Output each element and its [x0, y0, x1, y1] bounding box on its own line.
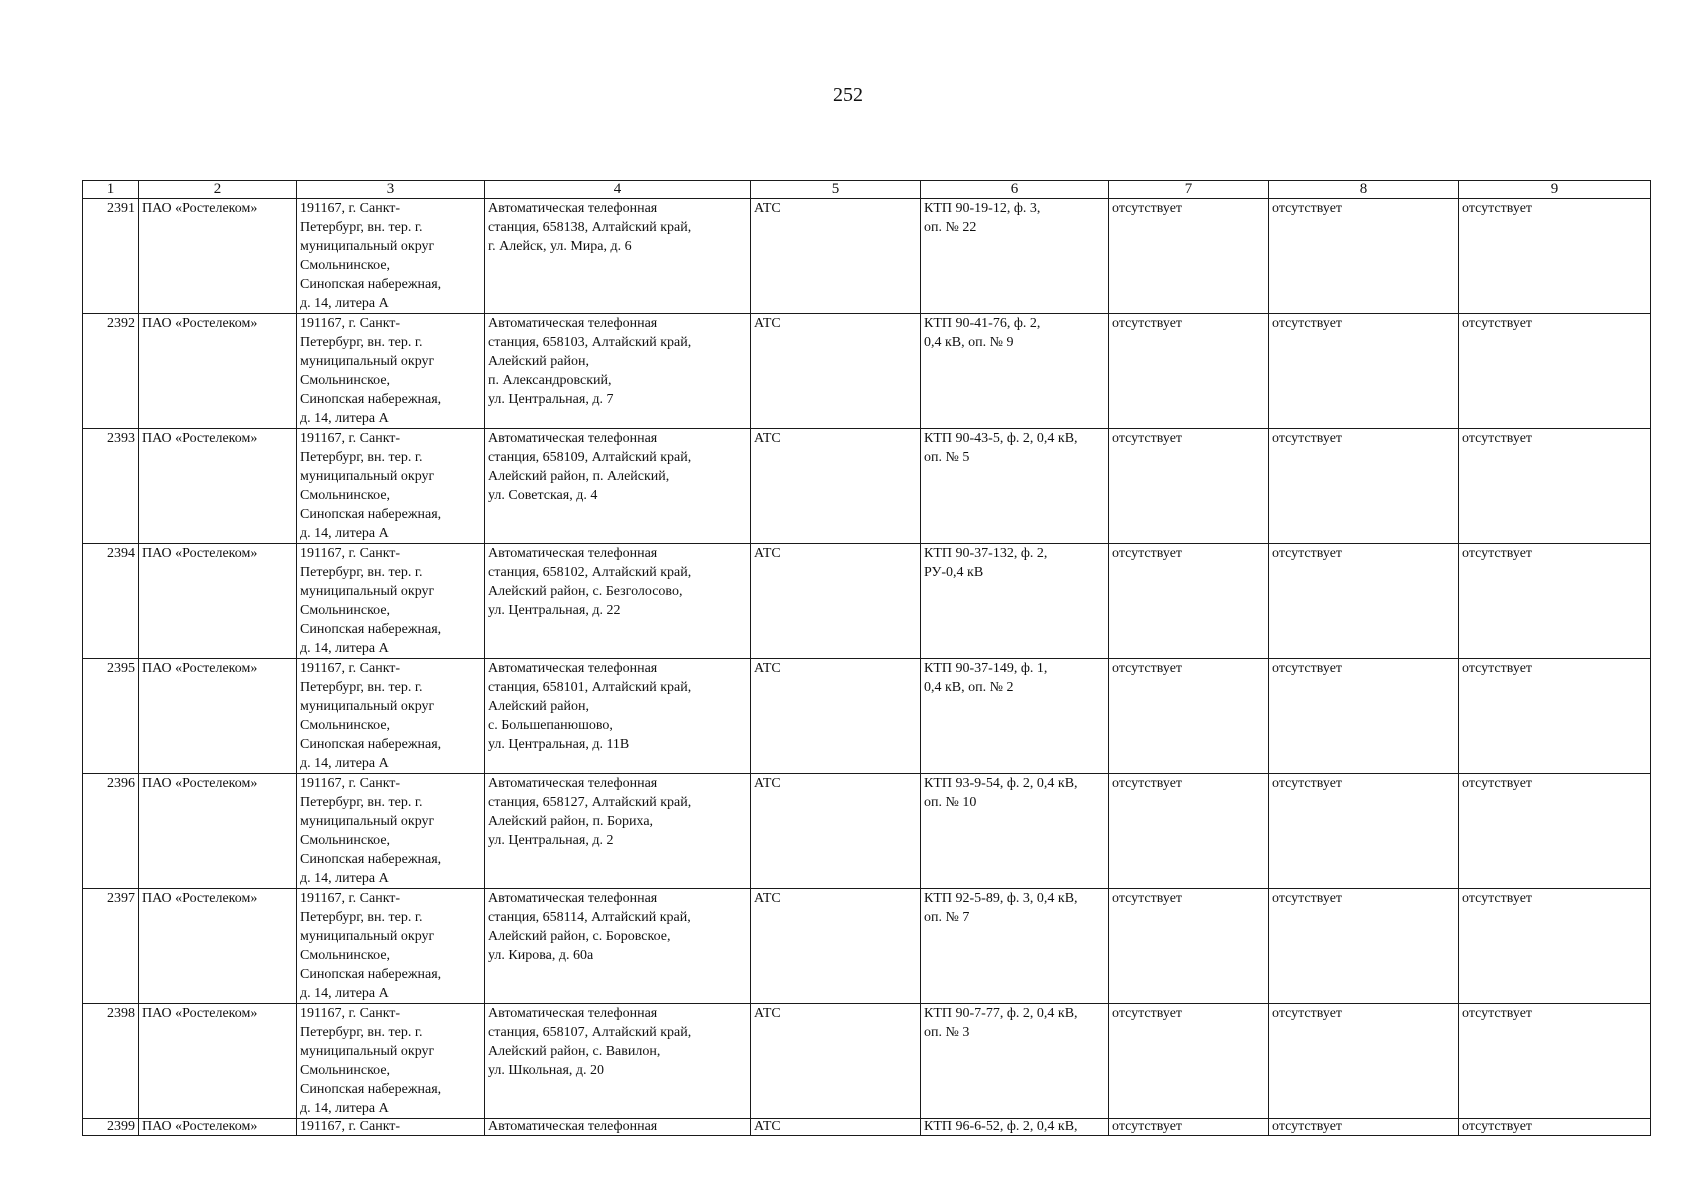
table-row: [83, 199, 1651, 314]
address-cell: 191167, г. Санкт-: [297, 1119, 485, 1136]
source-cell: КТП 96-6-52, ф. 2, 0,4 кВ,: [921, 1119, 1109, 1136]
object-cell: Автоматическая телефонная станция, 658107, Алтайский край, Алейский район, с. Вавилон, ул. Школьная, д. 20: [485, 1004, 751, 1119]
type-cell: АТС: [751, 544, 921, 659]
row-number-cell: 2391: [83, 199, 139, 314]
owner-cell: ПАО «Ростелеком»: [139, 1119, 297, 1136]
address-cell: 191167, г. Санкт- Петербург, вн. тер. г. муниципальный округ Смольнинское, Синопская набережная, д. 14, литера А: [297, 774, 485, 889]
col8-cell: отсутствует: [1269, 1119, 1459, 1136]
object-cell: Автоматическая телефонная станция, 658109, Алтайский край, Алейский район, п. Алейский, ул. Советская, д. 4: [485, 429, 751, 544]
owner-cell: ПАО «Ростелеком»: [139, 889, 297, 1004]
address-cell: 191167, г. Санкт- Петербург, вн. тер. г. муниципальный округ Смольнинское, Синопская набережная, д. 14, литера А: [297, 199, 485, 314]
source-cell: КТП 90-37-149, ф. 1, 0,4 кВ, оп. № 2: [921, 659, 1109, 774]
table-row: [83, 1004, 1651, 1119]
col8-cell: отсутствует: [1269, 774, 1459, 889]
col7-cell: отсутствует: [1109, 659, 1269, 774]
type-cell: АТС: [751, 774, 921, 889]
owner-cell: ПАО «Ростелеком»: [139, 1004, 297, 1119]
row-number-cell: 2394: [83, 544, 139, 659]
address-cell: 191167, г. Санкт- Петербург, вн. тер. г. муниципальный округ Смольнинское, Синопская набережная, д. 14, литера А: [297, 544, 485, 659]
owner-cell: ПАО «Ростелеком»: [139, 429, 297, 544]
column-header: 3: [297, 181, 485, 199]
row-number-cell: 2399: [83, 1119, 139, 1136]
type-cell: АТС: [751, 199, 921, 314]
owner-cell: ПАО «Ростелеком»: [139, 199, 297, 314]
row-number-cell: 2396: [83, 774, 139, 889]
col7-cell: отсутствует: [1109, 889, 1269, 1004]
table-row: [83, 889, 1651, 1004]
source-cell: КТП 90-37-132, ф. 2, РУ-0,4 кВ: [921, 544, 1109, 659]
source-cell: КТП 93-9-54, ф. 2, 0,4 кВ, оп. № 10: [921, 774, 1109, 889]
col7-cell: отсутствует: [1109, 314, 1269, 429]
col8-cell: отсутствует: [1269, 314, 1459, 429]
row-number-cell: 2395: [83, 659, 139, 774]
source-cell: КТП 92-5-89, ф. 3, 0,4 кВ, оп. № 7: [921, 889, 1109, 1004]
type-cell: АТС: [751, 1119, 921, 1136]
column-header: 8: [1269, 181, 1459, 199]
col8-cell: отсутствует: [1269, 199, 1459, 314]
object-cell: Автоматическая телефонная станция, 658103, Алтайский край, Алейский район, п. Александровский, ул. Центральная, д. 7: [485, 314, 751, 429]
col7-cell: отсутствует: [1109, 774, 1269, 889]
owner-cell: ПАО «Ростелеком»: [139, 544, 297, 659]
col9-cell: отсутствует: [1459, 1004, 1651, 1119]
source-cell: КТП 90-7-77, ф. 2, 0,4 кВ, оп. № 3: [921, 1004, 1109, 1119]
col9-cell: отсутствует: [1459, 1119, 1651, 1136]
type-cell: АТС: [751, 1004, 921, 1119]
object-cell: Автоматическая телефонная станция, 658102, Алтайский край, Алейский район, с. Безголосово, ул. Центральная, д. 22: [485, 544, 751, 659]
column-header: 1: [83, 181, 139, 199]
address-cell: 191167, г. Санкт- Петербург, вн. тер. г. муниципальный округ Смольнинское, Синопская набережная, д. 14, литера А: [297, 659, 485, 774]
type-cell: АТС: [751, 659, 921, 774]
table-row: [83, 314, 1651, 429]
row-number-cell: 2397: [83, 889, 139, 1004]
col9-cell: отсутствует: [1459, 659, 1651, 774]
row-number-cell: 2398: [83, 1004, 139, 1119]
col9-cell: отсутствует: [1459, 774, 1651, 889]
column-header: 9: [1459, 181, 1651, 199]
address-cell: 191167, г. Санкт- Петербург, вн. тер. г. муниципальный округ Смольнинское, Синопская набережная, д. 14, литера А: [297, 429, 485, 544]
col9-cell: отсутствует: [1459, 429, 1651, 544]
col7-cell: отсутствует: [1109, 429, 1269, 544]
col8-cell: отсутствует: [1269, 429, 1459, 544]
address-cell: 191167, г. Санкт- Петербург, вн. тер. г. муниципальный округ Смольнинское, Синопская набережная, д. 14, литера А: [297, 1004, 485, 1119]
object-cell: Автоматическая телефонная: [485, 1119, 751, 1136]
source-cell: КТП 90-43-5, ф. 2, 0,4 кВ, оп. № 5: [921, 429, 1109, 544]
table-row: [83, 429, 1651, 544]
table-row: [83, 1119, 1651, 1136]
col7-cell: отсутствует: [1109, 199, 1269, 314]
page-number: 252: [833, 84, 863, 106]
column-header: 5: [751, 181, 921, 199]
source-cell: КТП 90-19-12, ф. 3, оп. № 22: [921, 199, 1109, 314]
col8-cell: отсутствует: [1269, 889, 1459, 1004]
owner-cell: ПАО «Ростелеком»: [139, 314, 297, 429]
col9-cell: отсутствует: [1459, 199, 1651, 314]
object-cell: Автоматическая телефонная станция, 658127, Алтайский край, Алейский район, п. Бориха, ул. Центральная, д. 2: [485, 774, 751, 889]
registry-table: [82, 180, 1651, 1136]
row-number-cell: 2393: [83, 429, 139, 544]
col9-cell: отсутствует: [1459, 314, 1651, 429]
column-header: 4: [485, 181, 751, 199]
table-row: [83, 774, 1651, 889]
source-cell: КТП 90-41-76, ф. 2, 0,4 кВ, оп. № 9: [921, 314, 1109, 429]
col7-cell: отсутствует: [1109, 1119, 1269, 1136]
col8-cell: отсутствует: [1269, 1004, 1459, 1119]
table-row: [83, 659, 1651, 774]
table-row: [83, 544, 1651, 659]
type-cell: АТС: [751, 429, 921, 544]
column-header: 2: [139, 181, 297, 199]
col8-cell: отсутствует: [1269, 544, 1459, 659]
type-cell: АТС: [751, 889, 921, 1004]
owner-cell: ПАО «Ростелеком»: [139, 774, 297, 889]
col7-cell: отсутствует: [1109, 1004, 1269, 1119]
column-header: 6: [921, 181, 1109, 199]
address-cell: 191167, г. Санкт- Петербург, вн. тер. г. муниципальный округ Смольнинское, Синопская набережная, д. 14, литера А: [297, 314, 485, 429]
object-cell: Автоматическая телефонная станция, 658138, Алтайский край, г. Алейск, ул. Мира, д. 6: [485, 199, 751, 314]
address-cell: 191167, г. Санкт- Петербург, вн. тер. г. муниципальный округ Смольнинское, Синопская набережная, д. 14, литера А: [297, 889, 485, 1004]
type-cell: АТС: [751, 314, 921, 429]
object-cell: Автоматическая телефонная станция, 658114, Алтайский край, Алейский район, с. Боровское, ул. Кирова, д. 60а: [485, 889, 751, 1004]
owner-cell: ПАО «Ростелеком»: [139, 659, 297, 774]
col8-cell: отсутствует: [1269, 659, 1459, 774]
header-row: [83, 181, 1651, 199]
column-header: 7: [1109, 181, 1269, 199]
row-number-cell: 2392: [83, 314, 139, 429]
col7-cell: отсутствует: [1109, 544, 1269, 659]
col9-cell: отсутствует: [1459, 544, 1651, 659]
col9-cell: отсутствует: [1459, 889, 1651, 1004]
object-cell: Автоматическая телефонная станция, 658101, Алтайский край, Алейский район, с. Большепанюшово, ул. Центральная, д. 11В: [485, 659, 751, 774]
